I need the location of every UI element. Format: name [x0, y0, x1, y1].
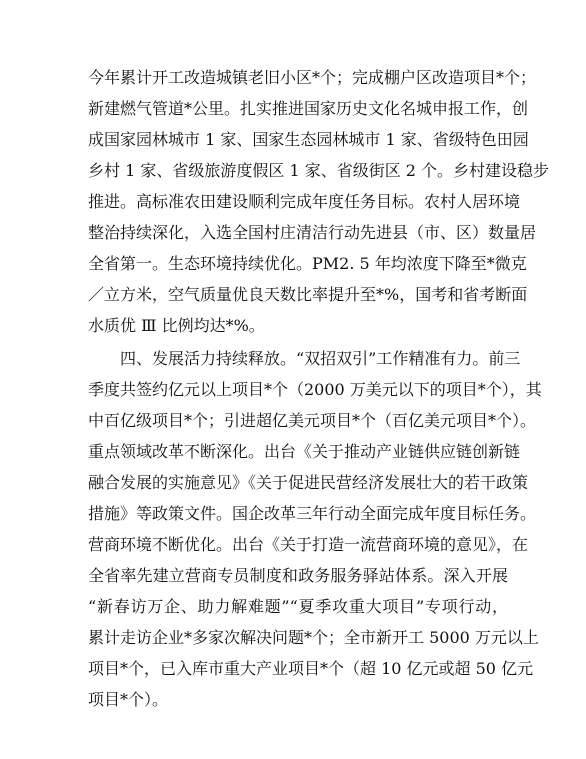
text-line: 营商环境不断优化。出台《关于打造一流营商环境的意见》，在 [88, 535, 529, 554]
text-line: 累计走访企业*多家次解决问题*个；全市新开工 5000 万元以上 [88, 628, 539, 647]
text-line: “新春访万企、助力解难题”“夏季攻重大项目”专项行动， [88, 597, 508, 616]
text-line: 成国家园林城市 1 家、国家生态园林城市 1 家、省级特色田园 [88, 130, 529, 149]
text-line: 全省第一。生态环境持续优化。PM2. 5 年均浓度下降至*微克 [88, 254, 527, 273]
text-line: 项目*个）。 [88, 690, 169, 709]
text-line: 推进。高标准农田建设顺利完成年度任务目标。农村人居环境 [88, 192, 521, 211]
text-line: 季度共签约亿元以上项目*个（2000 万美元以下的项目*个），其 [88, 380, 542, 399]
text-line: 中百亿级项目*个；引进超亿美元项目*个（百亿美元项目*个）。 [88, 411, 537, 430]
text-line: 新建燃气管道*公里。扎实推进国家历史文化名城申报工作，创 [88, 99, 529, 118]
text-line: ／立方米，空气质量优良天数比率提升至*%，国考和省考断面 [88, 285, 528, 304]
text-line: 重点领域改革不断深化。出台《关于推动产业链供应链创新链 [88, 442, 521, 461]
text-line: 全省率先建立营商专员制度和政务服务驿站体系。深入开展 [88, 566, 508, 585]
text-line: 措施》等政策文件。国企改革三年行动全面完成年度目标任务。 [88, 504, 537, 523]
text-line: 今年累计开工改造城镇老旧小区*个；完成棚户区改造项目*个； [88, 68, 537, 87]
text-line: 项目*个，已入库市重大产业项目*个（超 10 亿元或超 50 亿元 [88, 659, 534, 678]
text-line: 整治持续深化，入选全国村庄清洁行动先进县（市、区）数量居 [88, 223, 537, 242]
text-line: 水质优 Ⅲ 比例均达*%。 [88, 316, 265, 335]
paragraph-heading-line: 四、发展活力持续释放。“双招双引”工作精准有力。前三 [120, 349, 521, 368]
text-line: 融合发展的实施意见》《关于促进民营经济发展壮大的若干政策 [88, 473, 529, 492]
text-line: 乡村 1 家、省级旅游度假区 1 家、省级街区 2 个。乡村建设稳步 [88, 161, 550, 180]
